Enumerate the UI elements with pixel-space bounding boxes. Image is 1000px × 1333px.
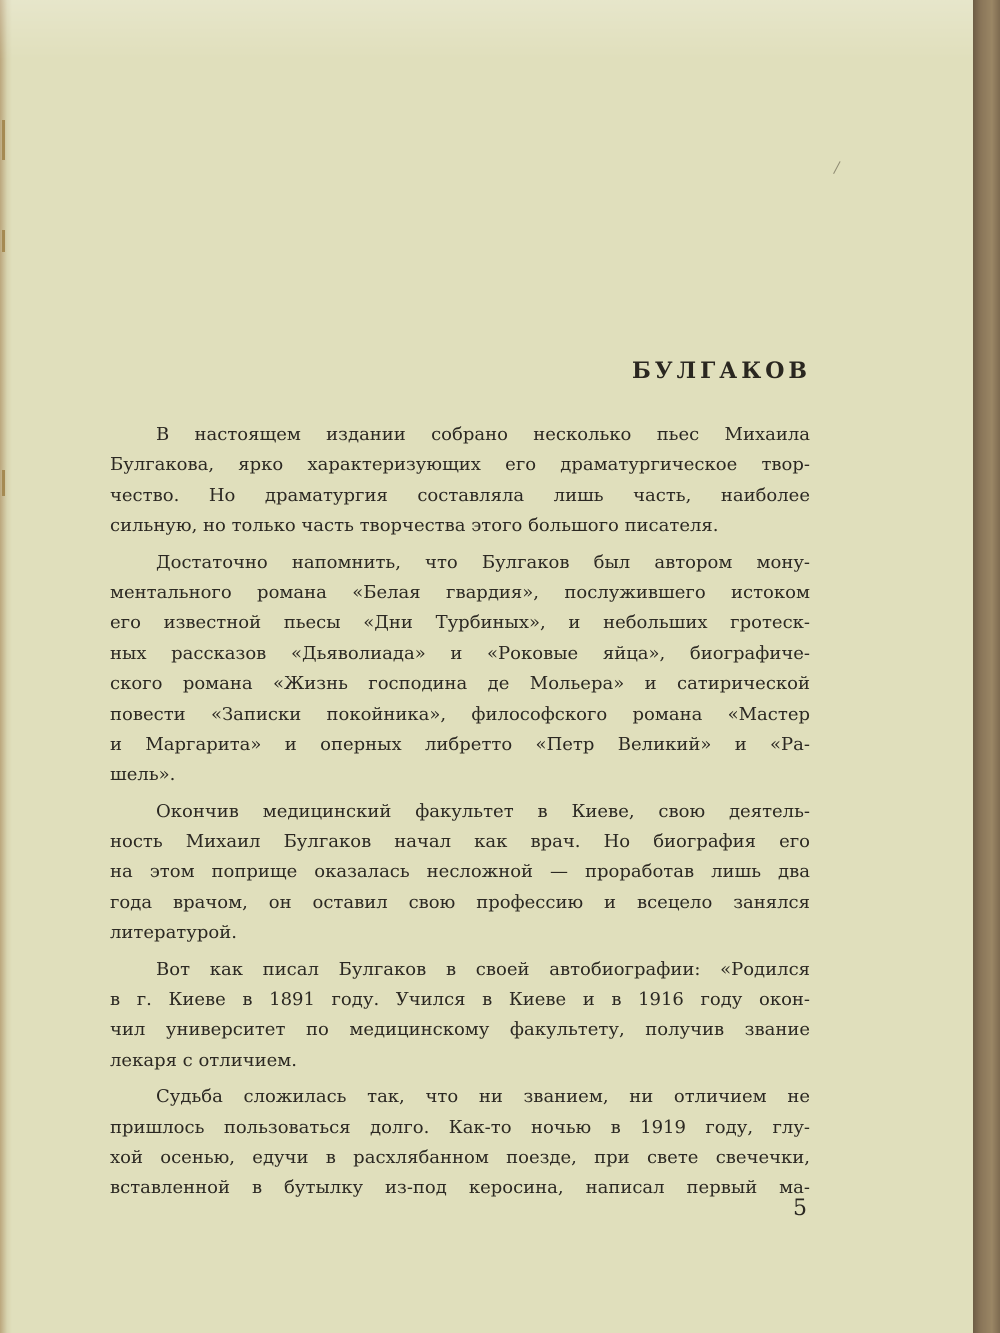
text-line: хой осенью, едучи в расхлябанном поезде, при свете свечечки, — [110, 1146, 810, 1168]
text-line: ментального романа «Белая гвардия», послужившего истоком — [110, 581, 810, 603]
text-line: на этом поприще оказалась несложной — проработав лишь два — [110, 861, 810, 883]
page-number: 5 — [793, 1196, 807, 1221]
text-line: сильную, но только часть творчества этого большого писателя. — [110, 515, 719, 537]
text-line: чество. Но драматургия составляла лишь часть, наиболее — [110, 484, 810, 506]
text-line: Окончив медицинский факультет в Киеве, свою деятель- — [156, 800, 810, 822]
paragraph — [110, 1082, 810, 1204]
text-line: лекаря с отличием. — [110, 1049, 297, 1071]
paragraph — [110, 797, 810, 949]
paragraph — [110, 955, 810, 1077]
text-line: Булгакова, ярко характеризующих его драматургическое твор- — [110, 454, 810, 476]
text-line: повести «Записки покойника», философского романа «Мастер — [110, 703, 810, 725]
paragraph — [110, 548, 810, 791]
text-line: вставленной в бутылку из-под керосина, написал первый ма- — [110, 1177, 810, 1199]
text-line: ных рассказов «Дьяволиада» и «Роковые яйца», биографиче- — [110, 642, 810, 664]
text-line: В настоящем издании собрано несколько пьес Михаила — [156, 424, 810, 445]
chapter-title: БУЛГАКОВ — [632, 358, 811, 384]
text-line: шель». — [110, 764, 176, 786]
book-cover-edge — [973, 0, 1000, 1333]
text-line: года врачом, он оставил свою профессию и всецело занялся — [110, 891, 810, 913]
paragraph — [110, 420, 810, 542]
text-line: Достаточно напомнить, что Булгаков был автором мону- — [156, 551, 810, 573]
page-edge-stain — [2, 230, 5, 252]
text-line: его известной пьесы «Дни Турбиных», и небольших гротеск- — [110, 612, 810, 634]
body-text — [110, 420, 810, 1210]
text-line: Вот как писал Булгаков в своей автобиографии: «Родился — [156, 958, 810, 980]
text-line: ского романа «Жизнь господина де Мольера» и сатирической — [110, 673, 810, 695]
page-edge-stain — [2, 470, 5, 496]
text-line: литературой. — [110, 922, 237, 944]
paper-speck — [833, 161, 846, 177]
text-line: чил университет по медицинскому факультету, получив звание — [110, 1019, 810, 1041]
text-line: ность Михаил Булгаков начал как врач. Но биография его — [110, 831, 810, 853]
text-line: Судьба сложилась так, что ни званием, ни отличием не — [156, 1086, 810, 1108]
text-line: пришлось пользоваться долго. Как-то ночью в 1919 году, глу- — [110, 1116, 810, 1138]
text-line: в г. Киеве в 1891 году. Учился в Киеве и в 1916 году окон- — [110, 989, 810, 1011]
text-line: и Маргарита» и оперных либретто «Петр Великий» и «Ра- — [110, 733, 810, 755]
page-edge-stain — [2, 120, 5, 160]
